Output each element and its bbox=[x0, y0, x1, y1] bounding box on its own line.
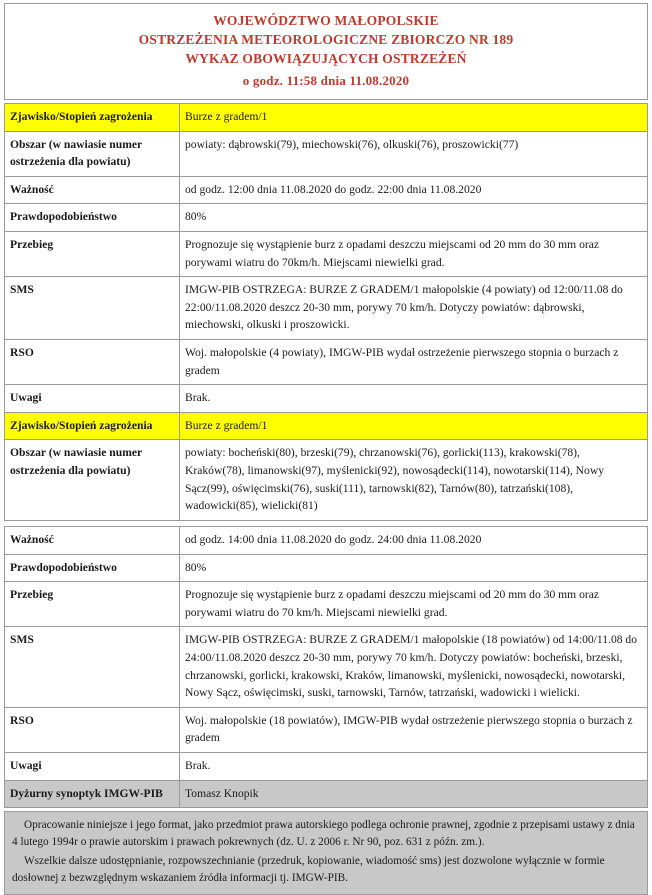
label-sms-1: SMS bbox=[5, 277, 180, 340]
copyright-paragraph-1: Opracowanie niniejsze i jego format, jako przedmiot prawa autorskiego podlega ochronie prawnej, zgodnie z przepisami ustawy z dnia 4 lutego 1994r o prawie autorskim i prawach pokrewnych (dz. U. z 2006 r. Nr 90, poz. 631 z późn. zm.). bbox=[12, 819, 635, 849]
table-row-rso-2 bbox=[5, 707, 648, 752]
label-rso-2: RSO bbox=[5, 707, 180, 752]
table-row-course-1 bbox=[5, 231, 648, 276]
warning-document-page bbox=[0, 3, 652, 885]
table-row-validity-1 bbox=[5, 176, 648, 204]
table-row-validity-2 bbox=[5, 526, 648, 554]
header-warning-number: OSTRZEŻENIA METEOROLOGICZNE ZBIORCZO NR 189 bbox=[138, 32, 514, 48]
copyright-footer bbox=[4, 811, 648, 895]
value-probability-1: 80% bbox=[180, 204, 648, 232]
header-issue-time: o godz. 11:58 dnia 11.08.2020 bbox=[242, 73, 410, 89]
label-notes-1: Uwagi bbox=[5, 385, 180, 413]
table-row-sms-2 bbox=[5, 627, 648, 707]
table-row-notes-2 bbox=[5, 752, 648, 780]
table-row-notes-1 bbox=[5, 385, 648, 413]
value-course-2: Prognozuje się wystąpienie burz z opadami deszczu miejscami od 20 mm do 30 mm oraz porywami wiatru do 70 km/h. Miejscami niewielki grad. bbox=[180, 582, 648, 627]
table-row-hazard-2 bbox=[5, 412, 648, 440]
value-area-2: powiaty: bocheński(80), brzeski(79), chrzanowski(76), gorlicki(113), krakowski(78), Kraków(78), limanowski(97), myślenicki(92), nowosądecki(114), nowotarski(114), Nowy Sącz(99), oświęcimski(76), suski(111), tarnowski(82), Tarnów(80), tatrzański(108), wadowicki(85), wielicki(81) bbox=[180, 440, 648, 520]
header-voivodeship: WOJEWÓDZTWO MAŁOPOLSKIE bbox=[213, 13, 439, 28]
label-probability-1: Prawdopodobieństwo bbox=[5, 204, 180, 232]
value-sms-2: IMGW-PIB OSTRZEGA: BURZE Z GRADEM/1 małopolskie (18 powiatów) od 14:00/11.08 do 24:00/11.08.2020 deszcz 20-30 mm, porywy 70 km/h. Dotyczy powiatów: bocheński, brzeski, chrzanowski, gorlicki, krakowski, Kraków, limanowski, myślenicki, nowosądecki, nowotarski, Nowy Sącz, oświęcimski, suski, tarnowski, Tarnów, tatrzański, wadowicki i wielicki. bbox=[180, 627, 648, 707]
label-notes-2: Uwagi bbox=[5, 752, 180, 780]
warnings-table bbox=[4, 103, 648, 808]
table-row-area-1 bbox=[5, 131, 648, 176]
value-validity-2: od godz. 14:00 dnia 11.08.2020 do godz. 24:00 dnia 11.08.2020 bbox=[180, 526, 648, 554]
label-rso-1: RSO bbox=[5, 340, 180, 385]
value-hazard-2: Burze z gradem/1 bbox=[180, 412, 648, 440]
copyright-paragraph-2: Wszelkie dalsze udostępnianie, rozpowszechnianie (przedruk, kopiowanie, wiadomość sms) jest dozwolone wyłącznie w formie dosłownej z bezwzględnym wskazaniem źródła informacji tj. IMGW-PIB. bbox=[12, 855, 605, 885]
label-validity-2: Ważność bbox=[5, 526, 180, 554]
value-rso-2: Woj. małopolskie (18 powiatów), IMGW-PIB wydał ostrzeżenie pierwszego stopnia o burzach z gradem bbox=[180, 707, 648, 752]
label-hazard-1: Zjawisko/Stopień zagrożenia bbox=[5, 103, 180, 131]
header-list-title: WYKAZ OBOWIĄZUJĄCYCH OSTRZEŻEŃ bbox=[185, 51, 467, 67]
value-sms-1: IMGW-PIB OSTRZEGA: BURZE Z GRADEM/1 małopolskie (4 powiaty) od 12:00/11.08 do 22:00/11.08.2020 deszcz 20-30 mm, porywy 70 km/h. Dotyczy powiatów: dąbrowski, miechowski, olkuski i proszowicki. bbox=[180, 277, 648, 340]
value-probability-2: 80% bbox=[180, 554, 648, 582]
label-validity-1: Ważność bbox=[5, 176, 180, 204]
table-row-course-2 bbox=[5, 582, 648, 627]
label-area-2: Obszar (w nawiasie numer ostrzeżenia dla powiatu) bbox=[5, 440, 180, 520]
table-row-synoptician bbox=[5, 780, 648, 808]
label-course-2: Przebieg bbox=[5, 582, 180, 627]
value-notes-2: Brak. bbox=[180, 752, 648, 780]
table-row-probability-2 bbox=[5, 554, 648, 582]
value-course-1: Prognozuje się wystąpienie burz z opadami deszczu miejscami od 20 mm do 30 mm oraz porywami wiatru do 70km/h. Miejscami niewielki grad. bbox=[180, 231, 648, 276]
table-row-area-2 bbox=[5, 440, 648, 520]
label-probability-2: Prawdopodobieństwo bbox=[5, 554, 180, 582]
value-rso-1: Woj. małopolskie (4 powiaty), IMGW-PIB wydał ostrzeżenie pierwszego stopnia o burzach z gradem bbox=[180, 340, 648, 385]
value-synoptician: Tomasz Knopik bbox=[180, 780, 648, 808]
document-header bbox=[4, 3, 648, 100]
table-row-probability-1 bbox=[5, 204, 648, 232]
table-row-rso-1 bbox=[5, 340, 648, 385]
value-validity-1: od godz. 12:00 dnia 11.08.2020 do godz. 22:00 dnia 11.08.2020 bbox=[180, 176, 648, 204]
value-notes-1: Brak. bbox=[180, 385, 648, 413]
label-area-1: Obszar (w nawiasie numer ostrzeżenia dla powiatu) bbox=[5, 131, 180, 176]
label-synoptician: Dyżurny synoptyk IMGW-PIB bbox=[5, 780, 180, 808]
table-row-hazard-1 bbox=[5, 103, 648, 131]
label-sms-2: SMS bbox=[5, 627, 180, 707]
table-row-sms-1 bbox=[5, 277, 648, 340]
label-hazard-2: Zjawisko/Stopień zagrożenia bbox=[5, 412, 180, 440]
value-hazard-1: Burze z gradem/1 bbox=[180, 103, 648, 131]
label-course-1: Przebieg bbox=[5, 231, 180, 276]
value-area-1: powiaty: dąbrowski(79), miechowski(76), olkuski(76), proszowicki(77) bbox=[180, 131, 648, 176]
